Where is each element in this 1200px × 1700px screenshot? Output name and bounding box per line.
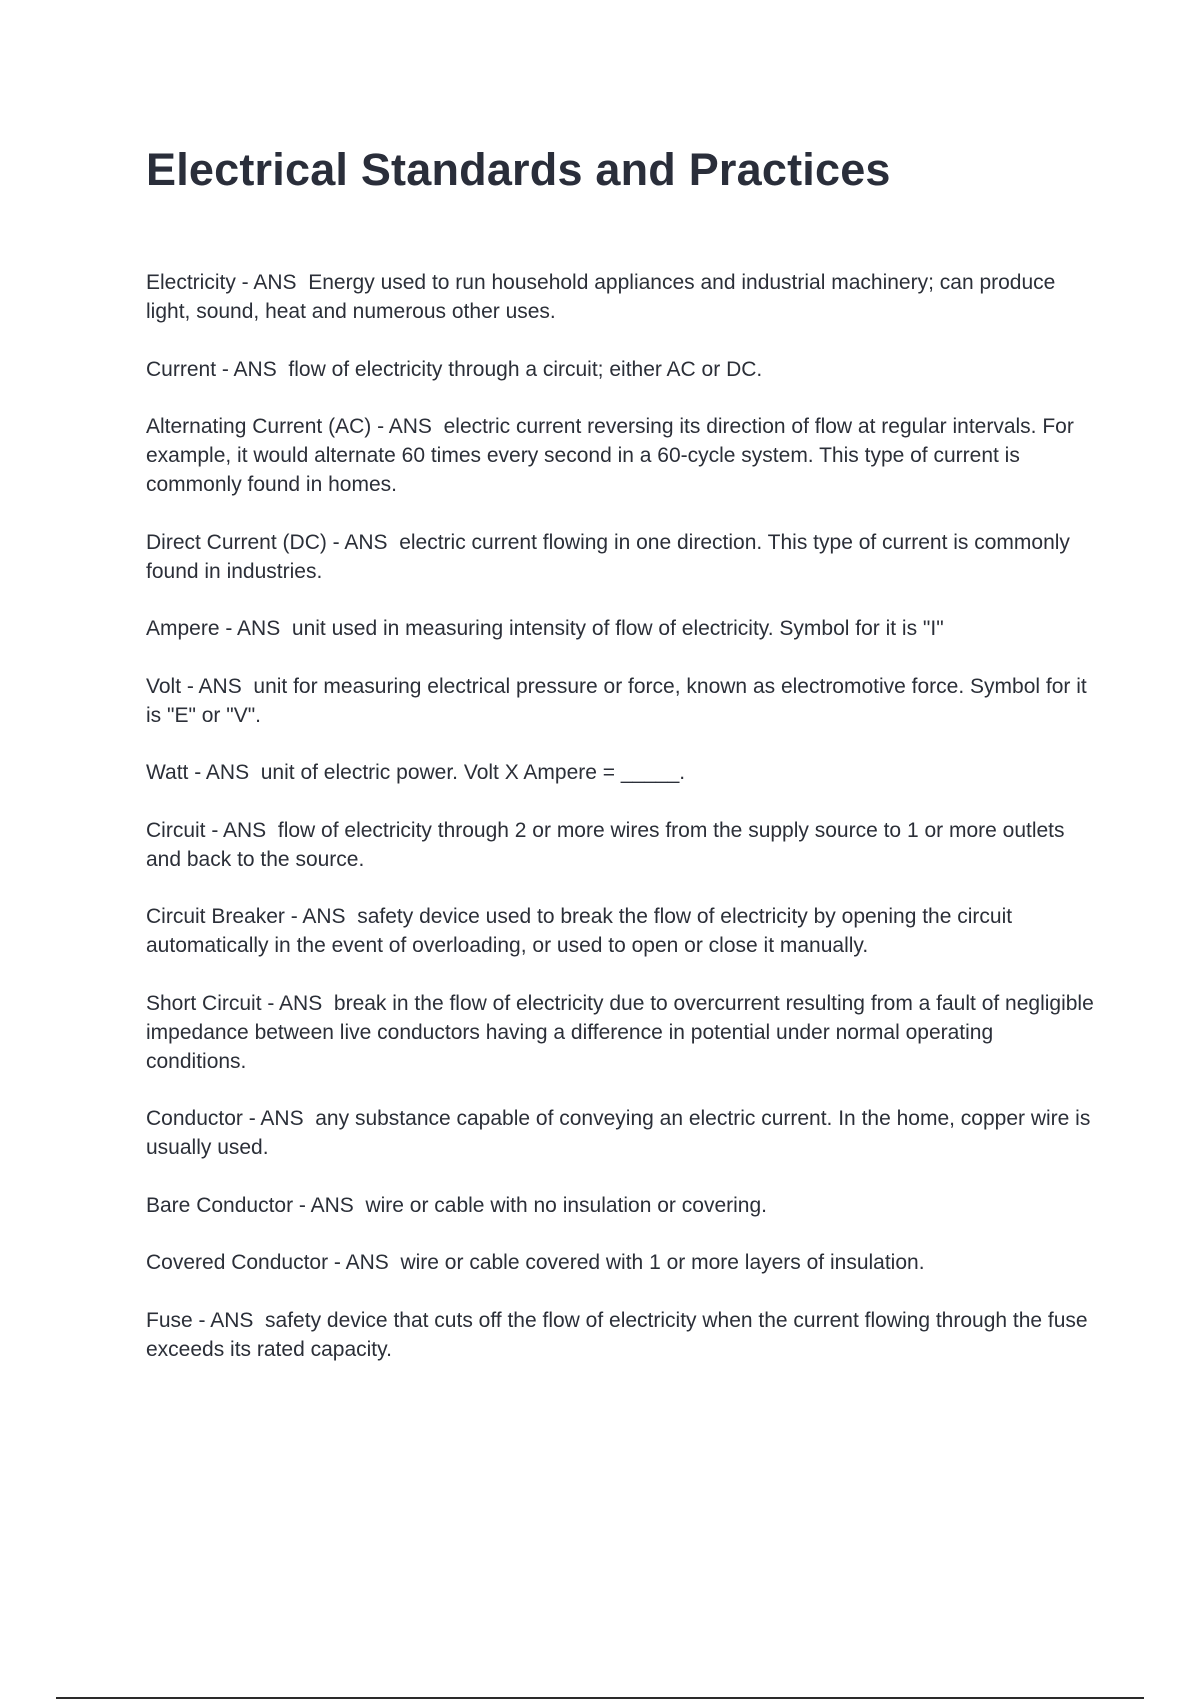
definition-entry: [146, 989, 1096, 1076]
footer-divider: [56, 1697, 1144, 1699]
entry-term: Watt - ANS: [146, 761, 250, 784]
entry-definition: electric current flowing in one direction. This type of current is commonly found in industries.: [146, 530, 1070, 583]
entry-definition: break in the flow of electricity due to overcurrent resulting from a fault of negligible impedance between live conductors having a difference in potential under normal operating conditions.: [146, 991, 1094, 1073]
entry-definition: unit for measuring electrical pressure or force, known as electromotive force. Symbol for it is "E" or "V".: [146, 674, 1087, 727]
entry-term: Circuit - ANS: [146, 818, 267, 842]
entry-term: Electricity - ANS: [146, 271, 297, 294]
entry-term: Ampere - ANS: [146, 617, 281, 640]
definition-entry: [146, 758, 1096, 787]
entry-definition: safety device used to break the flow of electricity by opening the circuit automatically in the event of overloading, or used to open or close it manually.: [146, 905, 1013, 957]
entry-definition: flow of electricity through a circuit; either AC or DC.: [288, 357, 763, 381]
entry-definition: unit of electric power. Volt X Ampere = _____.: [260, 761, 686, 784]
definition-list: [146, 268, 1096, 1364]
definition-entry: [146, 1191, 1096, 1220]
entry-definition: wire or cable with no insulation or covering.: [365, 1193, 767, 1217]
entry-definition: flow of electricity through 2 or more wires from the supply source to 1 or more outlets and back to the source.: [146, 818, 1065, 871]
definition-entry: [146, 672, 1096, 730]
definition-entry: [146, 614, 1096, 643]
entry-term: Current - ANS: [146, 357, 277, 381]
definition-entry: [146, 268, 1096, 326]
definition-entry: [146, 412, 1096, 499]
page-title: Electrical Standards and Practices: [146, 144, 891, 195]
entry-term: Conductor - ANS: [146, 1107, 304, 1130]
entry-term: Short Circuit - ANS: [146, 991, 323, 1015]
definition-entry: [146, 1306, 1096, 1364]
entry-definition: any substance capable of conveying an electric current. In the home, copper wire is usually used.: [146, 1107, 1091, 1159]
entry-term: Fuse - ANS: [146, 1308, 254, 1332]
entry-definition: unit used in measuring intensity of flow of electricity. Symbol for it is "I": [291, 617, 944, 640]
definition-entry: [146, 528, 1096, 586]
entry-term: Bare Conductor - ANS: [146, 1193, 354, 1217]
entry-term: Circuit Breaker - ANS: [146, 905, 346, 928]
entry-definition: electric current reversing its direction of flow at regular intervals. For example, it would alternate 60 times every second in a 60-cycle system. This type of current is commonly found in homes.: [146, 415, 1074, 496]
entry-definition: safety device that cuts off the flow of electricity when the current flowing through the fuse exceeds its rated capacity.: [146, 1308, 1088, 1361]
definition-entry: [146, 816, 1096, 874]
definition-entry: [146, 1248, 1096, 1277]
entry-term: Covered Conductor - ANS: [146, 1251, 389, 1274]
definition-entry: [146, 355, 1096, 384]
definition-entry: [146, 902, 1096, 960]
entry-term: Direct Current (DC) - ANS: [146, 530, 388, 554]
entry-definition: Energy used to run household appliances and industrial machinery; can produce light, sound, heat and numerous other uses.: [146, 271, 1056, 323]
entry-definition: wire or cable covered with 1 or more layers of insulation.: [400, 1251, 925, 1274]
definition-entry: [146, 1104, 1096, 1162]
entry-term: Alternating Current (AC) - ANS: [146, 415, 432, 438]
entry-term: Volt - ANS: [146, 674, 242, 698]
